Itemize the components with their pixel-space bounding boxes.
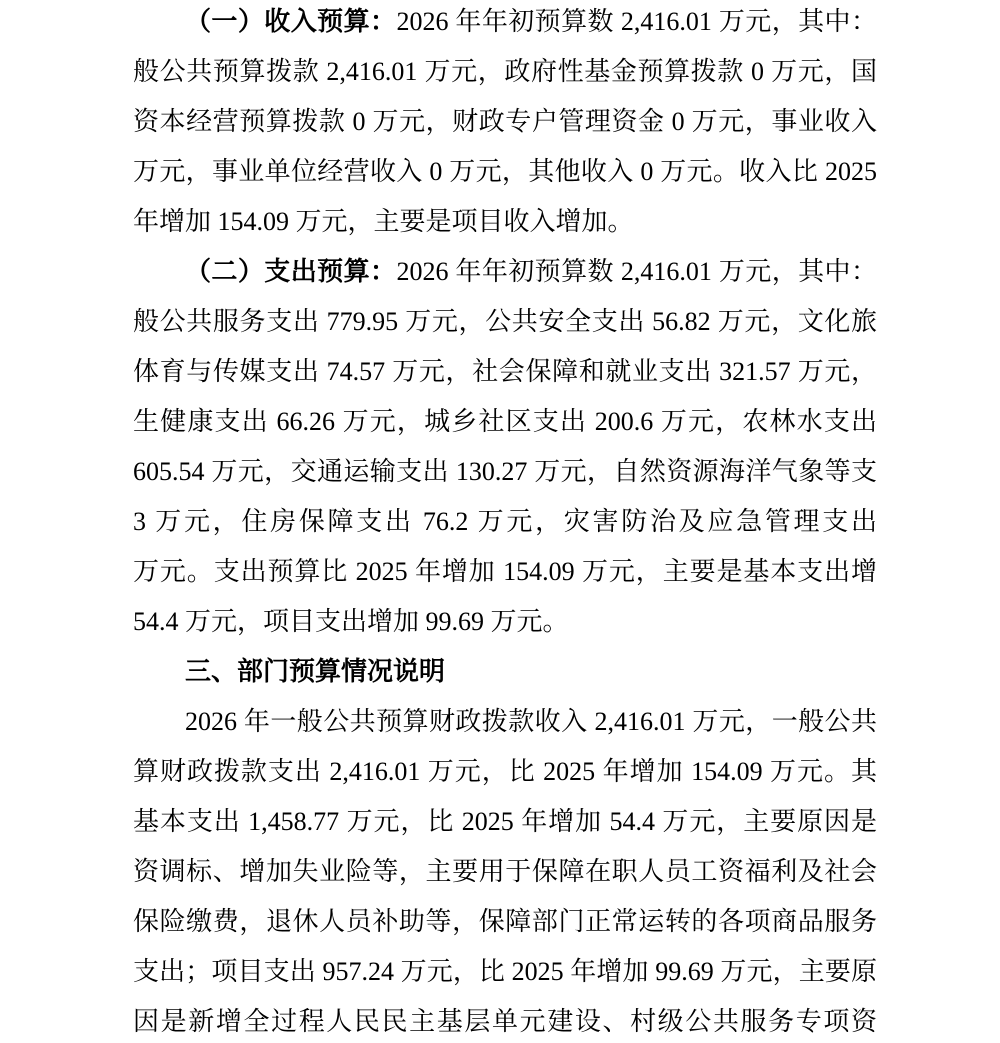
expenditure-budget-line-4: 生健康支出 66.26 万元，城乡社区支出 200.6 万元，农林水支出 <box>133 407 877 436</box>
document-body <box>133 1 877 1043</box>
expenditure-budget-line-1 <box>133 251 877 293</box>
section-three-line-7: 因是新增全过程人民民主基层单元建设、村级公共服务专项资 <box>133 1007 877 1036</box>
section-three-heading: 三、部门预算情况说明 <box>185 657 446 686</box>
income-budget-text: 2026 年年初预算数 2,416.01 万元，其中： <box>396 7 877 36</box>
expenditure-budget-line-8: 54.4 万元，项目支出增加 99.69 万元。 <box>133 607 569 636</box>
income-budget-line-5: 年增加 154.09 万元，主要是项目收入增加。 <box>133 207 634 236</box>
expenditure-budget-text: 2026 年年初预算数 2,416.01 万元，其中： <box>396 257 877 286</box>
income-budget-heading: （一）收入预算： <box>185 7 397 36</box>
section-three-line-5: 保险缴费，退休人员补助等，保障部门正常运转的各项商品服务 <box>133 907 877 936</box>
income-budget-line-4: 万元，事业单位经营收入 0 万元，其他收入 0 万元。收入比 2025 <box>133 157 877 186</box>
expenditure-budget-line-5: 605.54 万元，交通运输支出 130.27 万元，自然资源海洋气象等支 <box>133 457 877 486</box>
expenditure-budget-line-7: 万元。支出预算比 2025 年增加 154.09 万元，主要是基本支出增 <box>133 557 877 586</box>
expenditure-budget-heading: （二）支出预算： <box>185 257 397 286</box>
income-budget-line-1 <box>133 1 877 43</box>
income-budget-line-2: 般公共预算拨款 2,416.01 万元，政府性基金预算拨款 0 万元，国 <box>133 57 877 86</box>
section-three-line-2: 算财政拨款支出 2,416.01 万元，比 2025 年增加 154.09 万元。其 <box>133 757 877 786</box>
expenditure-budget-line-2: 般公共服务支出 779.95 万元，公共安全支出 56.82 万元，文化旅 <box>133 307 877 336</box>
expenditure-budget-line-6: 3 万元，住房保障支出 76.2 万元，灾害防治及应急管理支出 <box>133 507 877 536</box>
expenditure-budget-line-3: 体育与传媒支出 74.57 万元，社会保障和就业支出 321.57 万元， <box>133 357 877 386</box>
section-three-line-4: 资调标、增加失业险等，主要用于保障在职人员工资福利及社会 <box>133 857 877 886</box>
section-three-line-1: 2026 年一般公共预算财政拨款收入 2,416.01 万元，一般公共 <box>185 707 877 736</box>
income-budget-line-3: 资本经营预算拨款 0 万元，财政专户管理资金 0 万元，事业收入 <box>133 107 877 136</box>
section-three-line-3: 基本支出 1,458.77 万元，比 2025 年增加 54.4 万元，主要原因是 <box>133 807 877 836</box>
section-three-line-6: 支出；项目支出 957.24 万元，比 2025 年增加 99.69 万元，主要原 <box>133 957 877 986</box>
